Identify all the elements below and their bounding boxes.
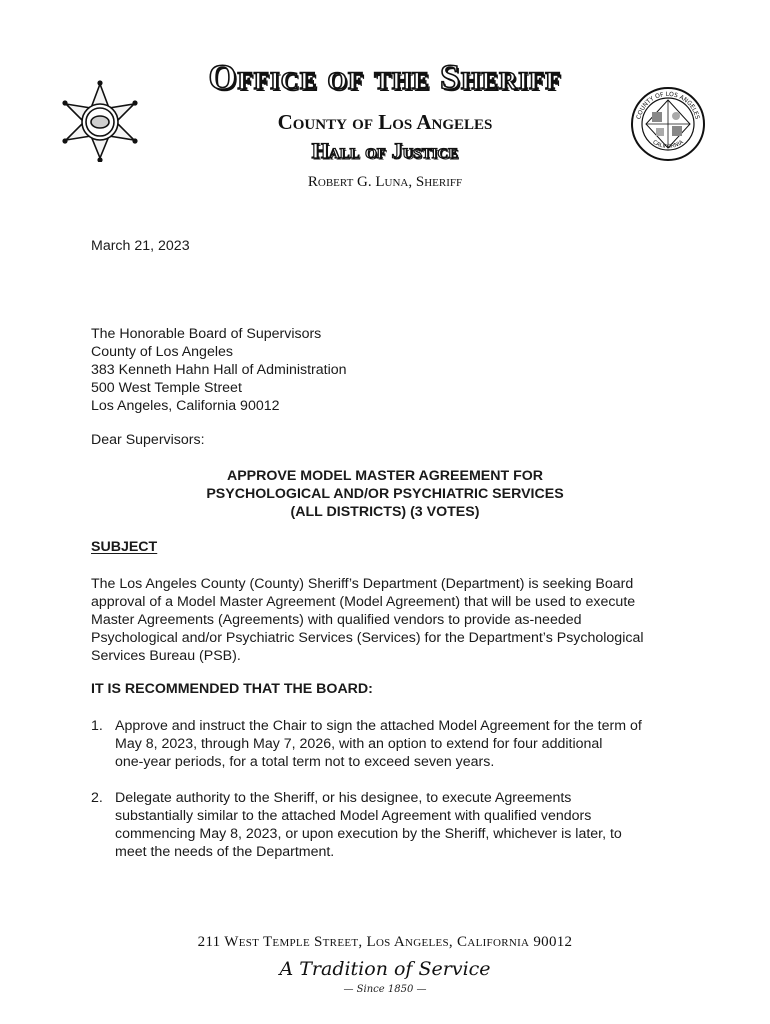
item-line: meet the needs of the Department. <box>115 844 335 860</box>
paragraph-line: The Los Angeles County (County) Sheriff’s Department (Department) is seeking Board <box>91 576 634 592</box>
paragraph-line: Psychological and/or Psychiatric Services (Services) for the Department’s Psychological <box>91 630 644 646</box>
sheriff-name: Robert G. Luna, Sheriff <box>307 174 463 190</box>
address-line: The Honorable Board of Supervisors <box>91 326 322 342</box>
recommendation-heading: IT IS RECOMMENDED THAT THE BOARD: <box>91 681 373 697</box>
county-name: County of Los Angeles <box>277 110 493 134</box>
footer-tagline: A Tradition of Service <box>279 958 491 980</box>
recipient-address <box>91 325 347 415</box>
hall-of-justice: Hall of Justice <box>311 138 459 163</box>
subject-paragraph <box>91 575 691 665</box>
item-line: Delegate authority to the Sheriff, or his designee, to execute Agreements <box>115 790 572 806</box>
office-title: Office of the Sheriff <box>208 57 562 97</box>
svg-text:COUNTY OF LOS ANGELES: COUNTY OF LOS ANGELES <box>635 90 701 120</box>
footer-since: — Since 1850 — <box>343 984 427 995</box>
item-line: one-year periods, for a total term not to exceed seven years. <box>115 754 495 770</box>
letter-title <box>0 467 770 521</box>
item-line: commencing May 8, 2023, or upon execution by the Sheriff, whichever is later, to <box>115 826 622 842</box>
address-line: 500 West Temple Street <box>91 380 242 396</box>
address-line: Los Angeles, California 90012 <box>91 398 280 414</box>
salutation: Dear Supervisors: <box>91 432 205 448</box>
item-line: Approve and instruct the Chair to sign the attached Model Agreement for the term of <box>115 718 642 734</box>
title-line: (ALL DISTRICTS) (3 VOTES) <box>290 504 480 520</box>
item-line: substantially similar to the attached Model Agreement with qualified vendors <box>115 808 592 824</box>
title-line: PSYCHOLOGICAL AND/OR PSYCHIATRIC SERVICES <box>206 486 564 502</box>
letter-date: March 21, 2023 <box>91 238 190 254</box>
subject-heading: SUBJECT <box>91 539 158 555</box>
paragraph-line: Master Agreements (Agreements) with qualified vendors to provide as-needed <box>91 612 582 628</box>
footer-address: 211 West Temple Street, Los Angeles, California 90012 <box>197 934 573 950</box>
item-number: 1. <box>91 718 103 734</box>
paragraph-line: Services Bureau (PSB). <box>91 648 241 664</box>
svg-text:CALIFORNIA: CALIFORNIA <box>651 139 685 151</box>
title-line: APPROVE MODEL MASTER AGREEMENT FOR <box>226 468 544 484</box>
address-line: 383 Kenneth Hahn Hall of Administration <box>91 362 347 378</box>
address-line: County of Los Angeles <box>91 344 233 360</box>
item-line: May 8, 2023, through May 7, 2026, with an option to extend for four additional <box>115 736 603 752</box>
paragraph-line: approval of a Model Master Agreement (Model Agreement) that will be used to execute <box>91 594 636 610</box>
item-number: 2. <box>91 790 103 806</box>
